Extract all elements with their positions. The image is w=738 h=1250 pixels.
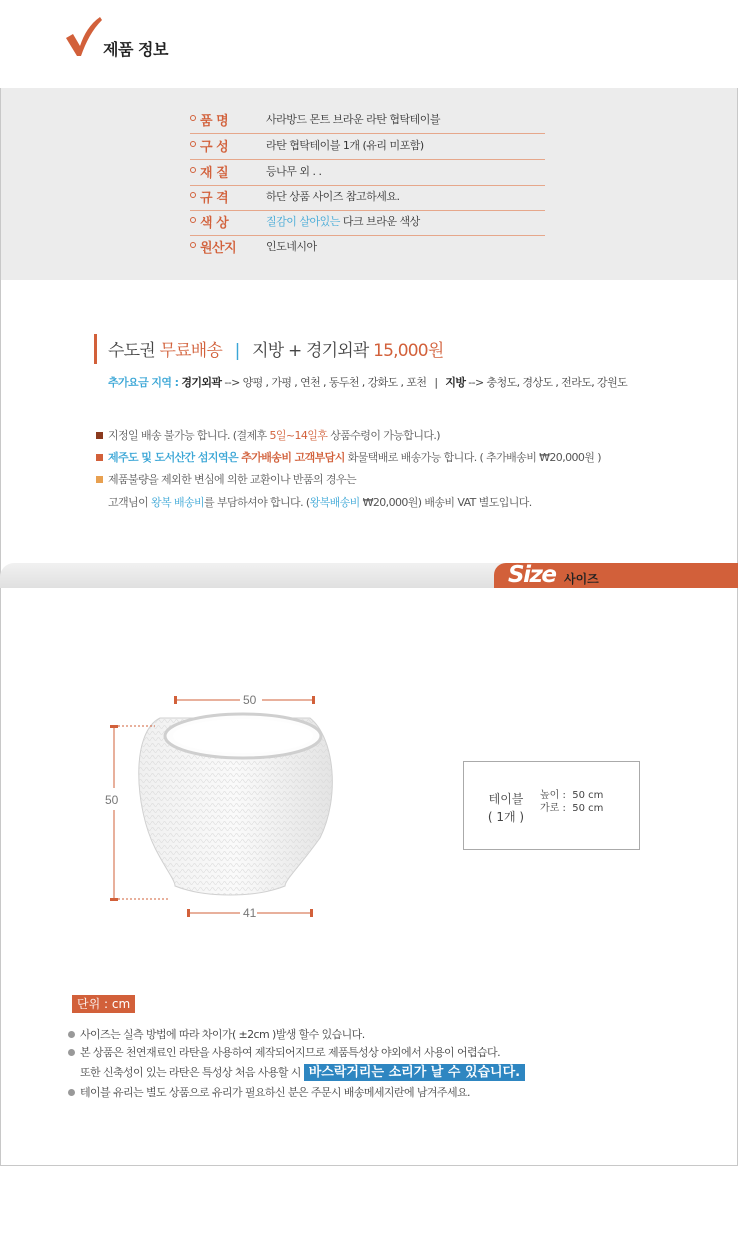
footnote-text: 또한 신축성이 있는 라탄은 특성상 처음 사용할 시 (80, 1066, 304, 1079)
regions-label: 지방 + 경기외곽 (252, 341, 369, 361)
dot-bullet-icon (68, 1049, 75, 1056)
unit-badge: 단위 : cm (72, 995, 135, 1013)
info-value: 인도네시아 (266, 240, 317, 253)
shipping-fee: 15,000원 (373, 341, 444, 361)
separator: | (234, 341, 240, 361)
info-row-composition (190, 134, 545, 160)
spec-item-name (486, 790, 526, 826)
footnote (68, 1044, 500, 1060)
island-delivery-note (96, 449, 601, 465)
local-label: 지방 (445, 376, 466, 389)
info-label: 규 격 (200, 191, 229, 206)
info-value: 하단 상품 사이즈 참고하세요. (266, 190, 400, 203)
spec-values (540, 789, 603, 815)
shipping-headline (108, 336, 443, 361)
footnote-text: 사이즈는 실측 방법에 따라 차이가( ±2cm )발생 할수 있습니다. (80, 1028, 365, 1041)
size-subtitle: 사이즈 (564, 572, 599, 586)
spec-width-value: 50 cm (572, 803, 604, 814)
info-value: 라탄 협탁테이블 1개 (유리 미포함) (266, 139, 424, 152)
info-value: 등나무 외 . . (266, 165, 322, 178)
spec-qty-line: ( 1개 ) (487, 810, 525, 824)
bullet-icon (190, 167, 196, 173)
info-label: 원산지 (200, 241, 237, 256)
footnote (68, 1026, 365, 1042)
dim-top-label: 50 (243, 693, 257, 707)
dot-bullet-icon (68, 1031, 75, 1038)
spec-height-label: 높이 : (540, 790, 566, 801)
info-label: 구 성 (200, 140, 229, 155)
info-value: 사라방드 몬트 브라운 라탄 협탁테이블 (266, 113, 441, 126)
note-highlight: 제주도 및 도서산간 섬지역은 (108, 451, 238, 464)
footnote (68, 1084, 470, 1100)
extra-fee-regions (108, 374, 627, 390)
info-row-spec (190, 185, 545, 211)
gyeonggi-list: --> 양평 , 가평 , 연천 , 동두천 , 강화도 , 포천 (221, 376, 427, 389)
square-bullet-icon (96, 476, 103, 483)
free-shipping-label: 무료배송 (159, 341, 222, 361)
info-label: 품 명 (200, 114, 229, 129)
return-note (96, 471, 356, 487)
note-text: ₩20,000원) 배송비 VAT 별도입니다. (359, 496, 532, 509)
note-text: 고객님이 (108, 496, 152, 509)
extra-fee-label: 추가요금 지역 : (108, 376, 179, 389)
info-label: 재 질 (200, 166, 229, 181)
checkmark-icon (64, 16, 102, 58)
return-fee-note (108, 494, 532, 510)
size-title: Size (508, 562, 556, 588)
separator: | (434, 376, 438, 389)
dim-height-label: 50 (105, 793, 119, 807)
footnote-text: 본 상품은 천연재료인 라탄을 사용하여 제작되어지므로 제품특성상 야외에서 사용이 어렵습다. (80, 1046, 500, 1059)
shipping-accent-bar (94, 334, 97, 364)
bullet-icon (190, 242, 196, 248)
page-title: 제품 정보 (103, 40, 168, 59)
note-text: 상품수령이 가능합니다.) (327, 429, 440, 442)
color-text: 다크 브라운 색상 (339, 215, 420, 228)
info-label: 색 상 (200, 216, 229, 231)
note-text: 지정일 배송 불가능 합니다. (결제후 (108, 429, 270, 442)
info-row-material (190, 160, 545, 186)
info-row-color (190, 210, 545, 236)
note-highlight: 왕복 배송비 (151, 496, 205, 509)
spec-name-line: 테이블 (488, 792, 524, 806)
info-value (266, 213, 420, 229)
product-dimension-diagram (100, 688, 340, 923)
color-highlight: 질감이 살아있는 (266, 215, 340, 228)
capital-label: 수도권 (108, 341, 155, 361)
bullet-icon (190, 141, 196, 147)
dot-bullet-icon (68, 1089, 75, 1096)
bullet-icon (190, 192, 196, 198)
note-text: 를 부담하셔야 합니다. ( (204, 496, 310, 509)
info-row-name (190, 108, 545, 134)
bullet-icon (190, 115, 196, 121)
note-highlight: 추가배송비 고객부담시 (238, 451, 345, 464)
footnote-continued (80, 1061, 525, 1080)
square-bullet-icon (96, 454, 103, 461)
dim-bottom-label: 41 (243, 906, 257, 920)
gyeonggi-label: 경기외곽 (181, 376, 222, 389)
info-row-origin (190, 235, 545, 261)
square-bullet-icon (96, 432, 103, 439)
local-list: --> 충청도, 경상도 , 전라도, 강원도 (465, 376, 628, 389)
note-highlight: 5일~14일후 (269, 429, 328, 442)
note-text: 화물택배로 배송가능 합니다. ( 추가배송비 ₩20,000원 ) (344, 451, 601, 464)
note-text: 제품불량을 제외한 변심에 의한 교환이나 반품의 경우는 (108, 473, 356, 486)
note-highlight: 왕복배송비 (309, 496, 360, 509)
bullet-icon (190, 217, 196, 223)
footnote-text: 테이블 유리는 별도 상품으로 유리가 필요하신 분은 주문시 배송메세지란에 남겨주세요. (80, 1086, 470, 1099)
delivery-note (96, 427, 440, 443)
spec-width-label: 가로 : (540, 803, 566, 814)
noise-warning-highlight: 바스락거리는 소리가 날 수 있습니다. (304, 1064, 525, 1081)
spec-height-value: 50 cm (572, 790, 604, 801)
